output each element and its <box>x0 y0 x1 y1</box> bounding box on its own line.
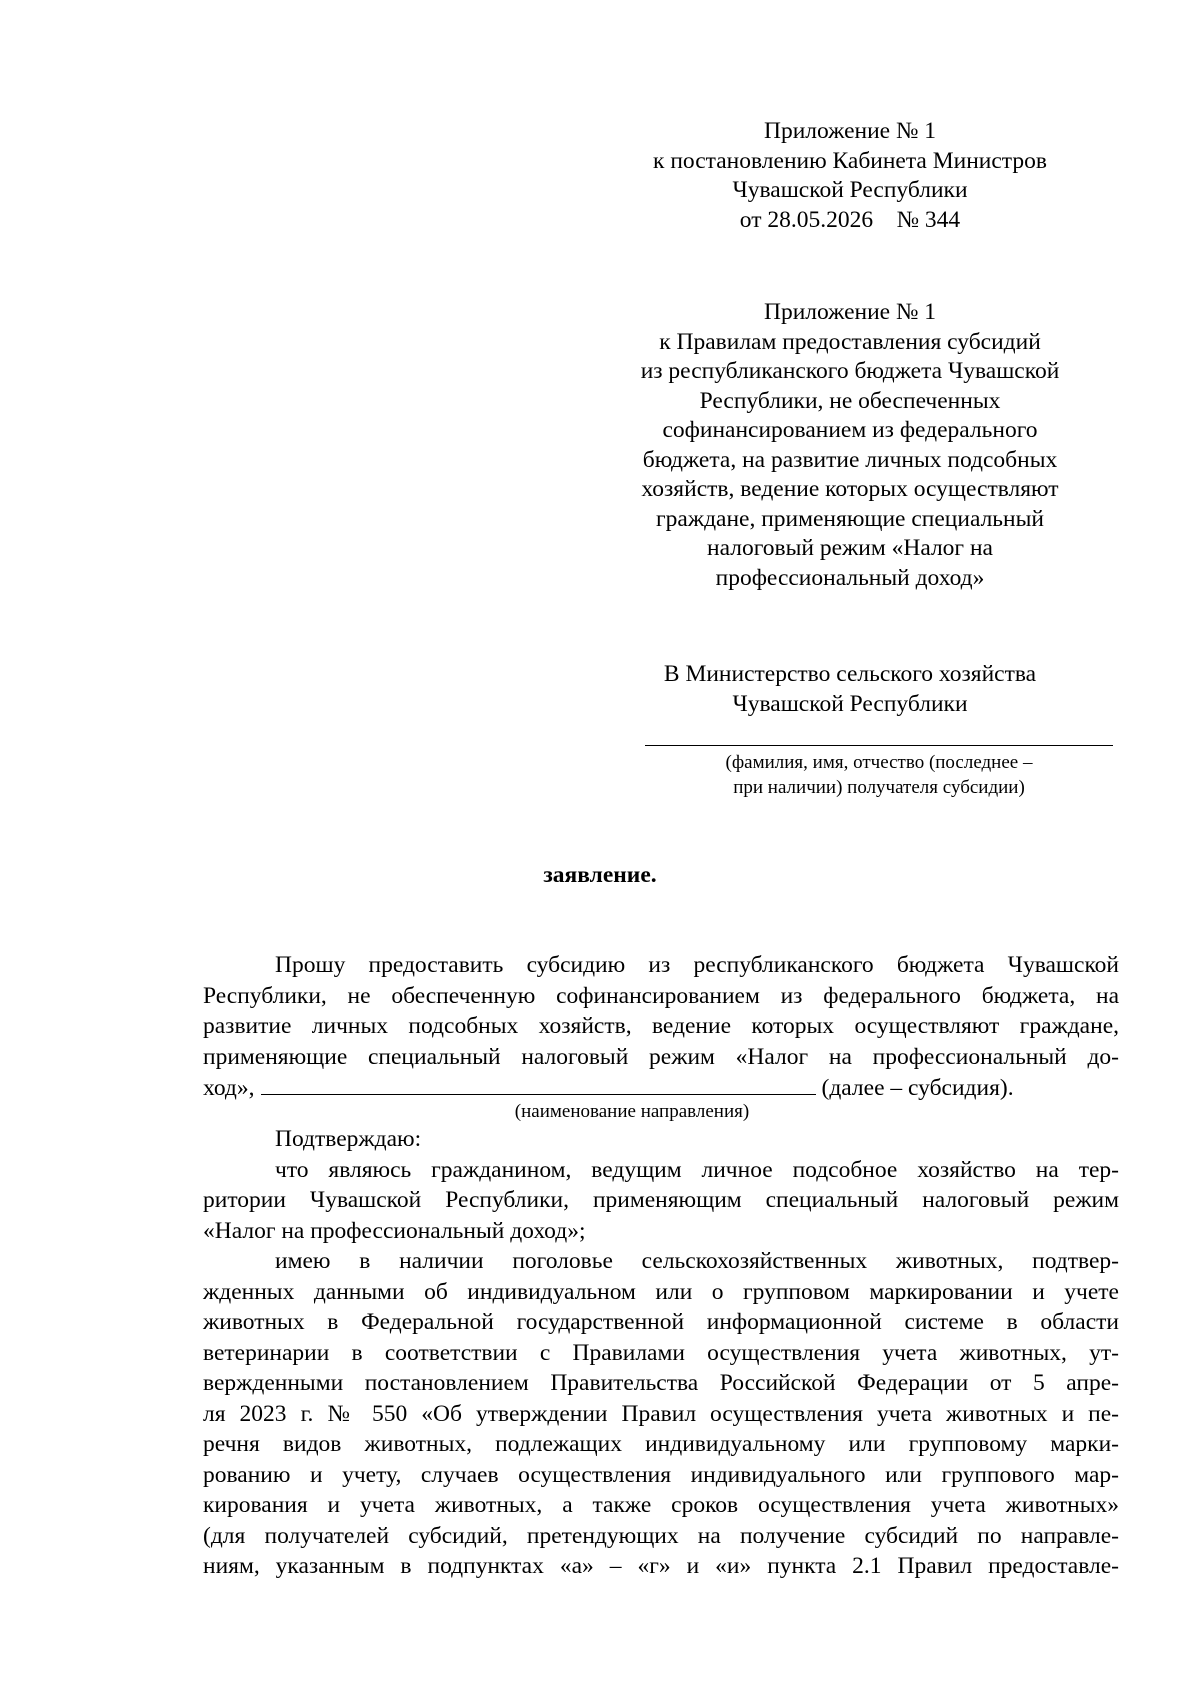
confirmation-section <box>203 1124 1119 1582</box>
intro-line: Прошу предоставить субсидию из республиканского бюджета Чувашской <box>275 952 1119 978</box>
applicant-name-field-line[interactable] <box>645 745 1113 746</box>
direction-name-caption: (наименование направления) <box>514 1101 750 1122</box>
annex-rules-line: хозяйств, ведение которых осуществляют <box>641 476 1059 502</box>
annex-resolution-line: к постановлению Кабинета Министров <box>653 147 1047 174</box>
confirm-item2-line: жденных данными об индивидуальном или о групповом маркировании и учете <box>203 1278 1119 1305</box>
annex-rules-line: софинансированием из федерального <box>662 417 1038 443</box>
confirm-item1-line: «Налог на профессиональный доход»; <box>203 1217 586 1244</box>
addressee-line: В Министерство сельского хозяйства <box>663 661 1037 687</box>
confirm-heading: Подтверждаю: <box>275 1126 422 1152</box>
annex-rules-line: граждане, применяющие специальный <box>656 505 1044 532</box>
annex-rules-block <box>600 298 1100 593</box>
annex-rules-line: профессиональный доход» <box>715 564 985 591</box>
confirm-item2-line: ниям, указанным в подпунктах «а» – «г» и «и» пункта 2.1 Правил предоставле- <box>203 1553 1119 1579</box>
annex-resolution-line: Чувашской Республики <box>732 177 968 203</box>
confirm-item2-line: ля 2023 г. № 550 «Об утверждении Правил осуществления учета животных и пе- <box>203 1400 1119 1427</box>
annex-rules-line: Республики, не обеспеченных <box>699 387 1001 414</box>
annex-resolution-block <box>620 117 1080 235</box>
confirm-item2-line: кирования и учета животных, а также сроков осуществления учета животных» <box>203 1492 1119 1518</box>
annex-rules-line: к Правилам предоставления субсидий <box>659 328 1041 355</box>
addressee-block <box>620 660 1080 719</box>
confirm-item2-line: речня видов животных, подлежащих индивидуальному или групповому марки- <box>203 1431 1119 1457</box>
annex-rules-line: бюджета, на развитие личных подсобных <box>642 446 1058 473</box>
document-title: заявление. <box>543 862 657 888</box>
intro-line: развитие личных подсобных хозяйств, ведение которых осуществляют граждане, <box>203 1013 1119 1039</box>
confirm-item2-line: вержденными постановлением Правительства Российской Федерации от 5 апре- <box>203 1370 1119 1396</box>
applicant-name-caption <box>645 750 1113 800</box>
fill-suffix: (далее – субсидия). <box>821 1075 1014 1101</box>
confirm-item1-line: что являюсь гражданином, ведущим личное подсобное хозяйство на тер- <box>275 1156 1119 1183</box>
confirm-item2-line: рованию и учету, случаев осуществления индивидуального или группового мар- <box>203 1461 1119 1488</box>
confirm-item2-line: ветеринарии в соответствии с Правилами осуществления учета животных, ут- <box>203 1339 1119 1366</box>
annex-rules-line: из республиканского бюджета Чувашской <box>640 358 1060 384</box>
intro-line: Республики, не обеспеченную софинансированием из федерального бюджета, на <box>203 982 1119 1009</box>
annex-resolution-line: Приложение № 1 <box>763 118 937 144</box>
intro-paragraph <box>203 950 1119 1072</box>
addressee-line: Чувашской Республики <box>732 690 968 717</box>
fill-prefix: ход», <box>203 1075 255 1101</box>
annex-rules-line: налоговый режим «Налог на <box>707 535 993 561</box>
applicant-name-caption-line: (фамилия, имя, отчество (последнее – <box>725 752 1033 773</box>
intro-line: применяющие специальный налоговый режим «Налог на профессиональный до- <box>203 1043 1119 1070</box>
confirm-item1-line: ритории Чувашской Республики, применяющим специальный налоговый режим <box>203 1187 1119 1213</box>
applicant-name-caption-line: при наличии) получателя субсидии) <box>733 777 1025 798</box>
confirm-item2-line: (для получателей субсидий, претендующих на получение субсидий по направле- <box>203 1522 1119 1549</box>
confirm-item2-line: имею в наличии поголовье сельскохозяйственных животных, подтвер- <box>275 1248 1119 1274</box>
annex-rules-line: Приложение № 1 <box>763 299 937 325</box>
direction-name-field-line[interactable] <box>261 1072 816 1095</box>
annex-resolution-line: от 28.05.2026 № 344 <box>739 206 961 233</box>
direction-fill-row <box>203 1072 1119 1104</box>
confirm-item2-line: животных в Федеральной государственной информационной системе в области <box>203 1309 1119 1335</box>
